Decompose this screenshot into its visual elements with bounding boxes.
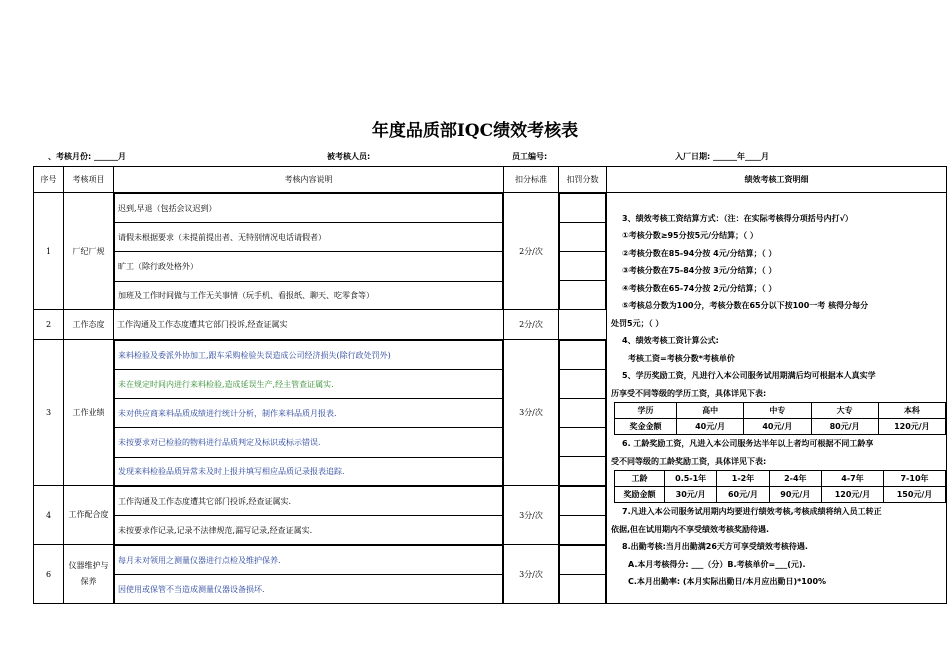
- penalty-input-cell[interactable]: [560, 370, 606, 399]
- table-header-row: [34, 167, 947, 193]
- content-line: 未在规定时间内进行来料检验,造成延误生产,经主管查证属实.: [115, 370, 503, 399]
- section-6-line: 6. 工龄奖励工资，凡进入本公司服务达半年以上者均可根据不同工龄享: [622, 439, 874, 448]
- penalty-cells: [559, 545, 607, 604]
- penalty-input-cell[interactable]: [560, 281, 606, 310]
- content-line: 来料检验及委派外协加工,跟车采购检验失误造成公司经济损失(除行政处罚外): [115, 341, 503, 370]
- col-header-deduct: 扣分标准: [504, 167, 559, 193]
- content-line: 工作沟通及工作态度遭其它部门投诉,经查证属实.: [115, 487, 503, 516]
- edu-header-cell: 本科: [878, 403, 945, 419]
- penalty-input-cell[interactable]: [560, 223, 606, 252]
- section-8-title: 8.出勤考核:当月出勤满26天方可享受绩效考核待遇.: [622, 542, 808, 551]
- col-header-no: 序号: [34, 167, 64, 193]
- penalty-cells: [559, 486, 607, 545]
- grade-item: ②考核分数在85-94分按 4元/分结算；（ ）: [622, 248, 777, 258]
- row-item: 工作配合度: [64, 486, 114, 545]
- row-item: 厂纪厂规: [64, 193, 114, 310]
- section-7-line: 7.凡进入本公司服务试用期内均要进行绩效考核,考核成绩将纳入员工转正: [622, 507, 882, 516]
- assessment-table: [33, 166, 947, 604]
- penalty-cells: [559, 340, 607, 486]
- grade-item: ④考核分数在65-74分按 2元/分结算；（ ）: [622, 283, 777, 293]
- section-3-title: 3、绩效考核工资结算方式：（注：在实际考核得分项括号内打√）: [622, 213, 853, 223]
- edu-value-cell: 40元/月: [677, 419, 744, 435]
- grade-item: ①考核分数≥95分按5元/分结算；（ ）: [622, 231, 758, 240]
- row-contents: [114, 340, 504, 486]
- section-5-line: 历享受不同等级的学历工资，具体详见下表:: [611, 388, 767, 398]
- deduct-standard: 2分/次: [504, 193, 559, 310]
- penalty-input-cell[interactable]: [560, 252, 606, 281]
- salary-detail-panel: [607, 193, 947, 604]
- deduct-standard: 3分/次: [504, 340, 559, 486]
- age-value-cell: 90元/月: [769, 487, 821, 503]
- edu-value-cell: 80元/月: [811, 419, 878, 435]
- col-header-detail: 绩效考核工资明细: [607, 167, 947, 193]
- content-line: 请假未根据要求（未提前提出者、无特别情况电话请假者）: [115, 223, 503, 252]
- col-header-content: 考核内容说明: [114, 167, 504, 193]
- penalty-input-cell[interactable]: [560, 546, 606, 575]
- education-bonus-table: [614, 402, 946, 435]
- age-header-cell: 2-4年: [769, 471, 821, 487]
- deduct-standard: 2分/次: [504, 310, 559, 340]
- grade-item: ③考核分数在75-84分按 3元/分结算；（ ）: [622, 266, 777, 275]
- page-title: 年度品质部IQC绩效考核表: [371, 121, 579, 141]
- edu-value-cell: 奖金金额: [615, 419, 677, 435]
- row-item: 仪器维护与保养: [64, 545, 114, 604]
- age-header-cell: 1-2年: [717, 471, 769, 487]
- age-value-cell: 120元/月: [822, 487, 884, 503]
- content-line: 未对供应商来料品质成绩进行统计分析，制作来料品质月报表.: [115, 399, 503, 428]
- content-line: 加班及工作时间做与工作无关事情（玩手机、看报纸、聊天、吃零食等）: [115, 281, 503, 309]
- edu-header-cell: 学历: [615, 403, 677, 419]
- col-header-penalty: 扣罚分数: [559, 167, 607, 193]
- penalty-input-cell[interactable]: [560, 341, 606, 370]
- row-contents: [114, 193, 504, 310]
- row-number: 1: [34, 193, 64, 310]
- row-number: 6: [34, 545, 64, 604]
- age-value-cell: 30元/月: [665, 487, 717, 503]
- content-line: 工作沟通及工作态度遭其它部门投诉,经查证属实: [114, 310, 504, 340]
- age-header-cell: 7-10年: [884, 471, 946, 487]
- age-value-cell: 150元/月: [884, 487, 946, 503]
- grade-item: ⑤考核总分数为100分，考核分数在65分以下按100一考 核得分每分: [622, 301, 869, 310]
- section-5-line: 5、学历奖励工资，凡进行入本公司服务试用期满后均可根据本人真实学: [622, 371, 876, 380]
- row-contents: [114, 486, 504, 545]
- section-4-title: 4、绩效考核工资计算公式:: [622, 336, 719, 345]
- row-number: 3: [34, 340, 64, 486]
- content-line: 发现来料检验品质异常未及时上报并填写相应品质记录报表追踪.: [115, 457, 503, 485]
- row-number: 2: [34, 310, 64, 340]
- penalty-input-cell[interactable]: [560, 516, 606, 545]
- penalty-input-cell[interactable]: [560, 487, 606, 516]
- section-8-line: A.本月考核得分: ___（分）B.考核单价=___(元).: [628, 559, 806, 569]
- deduct-standard: 3分/次: [504, 545, 559, 604]
- row-item: 工作态度: [64, 310, 114, 340]
- penalty-cells: [559, 193, 607, 310]
- section-7-line: 依据,但在试用期内不享受绩效考核奖励待遇.: [611, 524, 770, 534]
- content-line: 迟到,早退（包括会议迟到）: [115, 194, 503, 223]
- edu-value-cell: 120元/月: [878, 419, 945, 435]
- age-header-cell: 4-7年: [822, 471, 884, 487]
- table-row: [34, 193, 947, 310]
- content-line: 因使用或保管不当造成测量仪器设备损坏.: [115, 575, 503, 603]
- edu-header-cell: 高中: [677, 403, 744, 419]
- deduct-standard: 3分/次: [504, 486, 559, 545]
- penalty-input-cell[interactable]: [559, 310, 607, 340]
- row-item: 工作业绩: [64, 340, 114, 486]
- col-header-item: 考核项目: [64, 167, 114, 193]
- content-line: 未按要求对已检验的物料进行品质判定及标识或标示错误.: [115, 428, 503, 457]
- penalty-input-cell[interactable]: [560, 457, 606, 486]
- age-value-cell: 60元/月: [717, 487, 769, 503]
- age-value-cell: 奖励金额: [615, 487, 665, 503]
- content-line: 每月未对领用之测量仪器进行点检及维护保养.: [115, 546, 503, 575]
- section-4-formula: 考核工资=考核分数*考核单价: [628, 353, 735, 363]
- penalty-input-cell[interactable]: [560, 399, 606, 428]
- row-number: 4: [34, 486, 64, 545]
- content-line: 旷工（除行政处格外）: [115, 252, 503, 281]
- content-line: 未按要求作记录,记录不法律规范,漏写记录,经查证属实.: [115, 516, 503, 544]
- section-6-line: 受不同等级的工龄奖励工资，具体详见下表:: [611, 456, 767, 466]
- age-header-cell: 0.5-1年: [665, 471, 717, 487]
- assessment-month-field: 、考核月份: ______月: [48, 152, 126, 161]
- employee-name-field: 被考核人员:: [327, 152, 371, 161]
- age-header-cell: 工龄: [615, 471, 665, 487]
- join-date-field: 入厂日期: ______年____月: [675, 152, 769, 161]
- penalty-input-cell[interactable]: [560, 194, 606, 223]
- section-8-line: C.本月出勤率: (本月实际出勤日/本月应出勤日)*100%: [628, 577, 827, 586]
- penalty-input-cell[interactable]: [560, 575, 606, 604]
- seniority-bonus-table: [614, 470, 946, 503]
- edu-header-cell: 中专: [744, 403, 811, 419]
- grade-item-tail: 处罚5元；（ ）: [611, 318, 664, 328]
- edu-header-cell: 大专: [811, 403, 878, 419]
- edu-value-cell: 40元/月: [744, 419, 811, 435]
- penalty-input-cell[interactable]: [560, 428, 606, 457]
- employee-number-field: 员工编号:: [512, 152, 548, 161]
- row-contents: [114, 545, 504, 604]
